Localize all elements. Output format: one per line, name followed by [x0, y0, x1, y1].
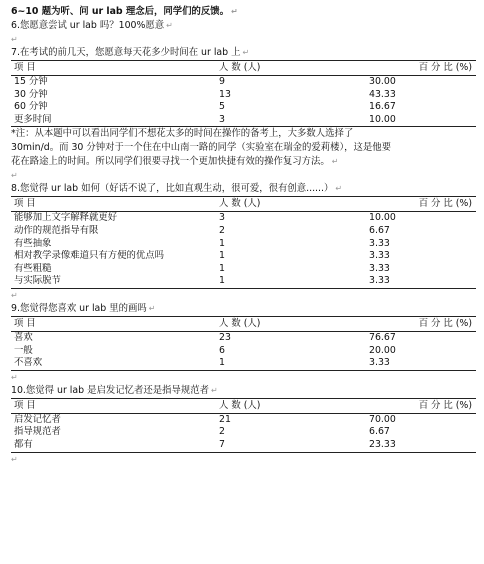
row-item: 更多时间: [14, 113, 52, 125]
table-row: [11, 101, 476, 114]
question-9-table: [11, 316, 476, 371]
row-item: 启发记忆者: [14, 413, 61, 425]
paragraph-mark: ↵: [11, 372, 18, 382]
row-item: 能够加上文字解释就更好: [14, 212, 118, 224]
header-percent: 百 分 比 (%): [418, 62, 472, 73]
table-header-row: [11, 316, 476, 331]
table-row: [11, 345, 476, 358]
row-percent: 3.33: [369, 357, 390, 369]
header-item: 项 目: [14, 62, 36, 73]
question-7-table: [11, 60, 476, 127]
note-line: *注：从本题中可以看出同学们不想花太多的时间在操作的备考上，大多数人选择了: [11, 128, 354, 140]
header-count: 人 数 (人): [219, 317, 261, 329]
section-heading: 6~10 题为听、问 ur lab 理念后，同学们的反馈。 ↵: [11, 6, 238, 17]
row-percent: 3.33: [369, 262, 390, 274]
row-count: 13: [219, 88, 231, 100]
row-count: 7: [219, 438, 225, 450]
row-count: 1: [219, 357, 225, 369]
table-row: [11, 439, 476, 452]
question-8-table: [11, 196, 476, 289]
question-7-title: 7.在考试的前几天，您愿意每天花多少时间在 ur lab 上 ↵: [11, 47, 250, 58]
survey-document: [11, 5, 476, 466]
row-item: 指导规范者: [14, 426, 61, 438]
paragraph-mark: ↵: [11, 290, 18, 300]
paragraph-mark: ↵: [11, 171, 18, 181]
row-item: 与实际脱节: [14, 275, 61, 287]
header-count: 人 数 (人): [219, 198, 261, 210]
row-count: 2: [219, 224, 225, 236]
row-percent: 20.00: [369, 344, 396, 356]
note-line: 花在路途上的时间。所以同学们很要寻找一个更加快捷有效的操作复习方法。 ↵: [11, 156, 339, 168]
table-row: [11, 89, 476, 102]
row-count: 5: [219, 101, 225, 113]
question-10-title: 10.您觉得 ur lab 是启发记忆者还是指导规范者 ↵: [11, 384, 218, 396]
row-percent: 3.33: [369, 275, 390, 287]
row-percent: 6.67: [369, 426, 390, 438]
row-item: 都有: [14, 438, 33, 450]
table-row: [11, 238, 476, 251]
paragraph-mark: ↵: [11, 454, 18, 464]
row-count: 3: [219, 212, 225, 224]
row-item: 30 分钟: [14, 88, 48, 100]
row-count: 1: [219, 250, 225, 262]
row-percent: 10.00: [369, 113, 396, 125]
table-row: [11, 76, 476, 89]
row-percent: 3.33: [369, 250, 390, 262]
row-item: 不喜欢: [14, 357, 43, 369]
row-count: 9: [219, 76, 225, 87]
row-percent: 23.33: [369, 438, 396, 450]
row-count: 21: [219, 413, 231, 425]
table-row: [11, 250, 476, 263]
paragraph-mark: ↵: [11, 35, 18, 44]
row-percent: 76.67: [369, 331, 396, 343]
table-row: [11, 212, 476, 225]
header-item: 项 目: [14, 317, 36, 329]
header-percent: 百 分 比 (%): [418, 198, 472, 210]
row-count: 3: [219, 113, 225, 125]
row-item: 有些粗糙: [14, 262, 52, 274]
row-percent: 43.33: [369, 88, 396, 100]
row-percent: 10.00: [369, 212, 396, 224]
question-6: 6.您愿意尝试 ur lab 吗？100%愿意 ↵: [11, 20, 173, 31]
row-percent: 70.00: [369, 413, 396, 425]
row-count: 1: [219, 262, 225, 274]
row-count: 6: [219, 344, 225, 356]
table-header-row: [11, 197, 476, 212]
row-count: 23: [219, 331, 231, 343]
row-item: 15 分钟: [14, 76, 48, 87]
header-count: 人 数 (人): [219, 62, 261, 73]
table-row: [11, 263, 476, 276]
table-row: [11, 225, 476, 238]
row-count: 2: [219, 426, 225, 438]
header-item: 项 目: [14, 399, 36, 411]
row-item: 有些抽象: [14, 237, 52, 249]
header-percent: 百 分 比 (%): [418, 317, 472, 329]
row-item: 60 分钟: [14, 101, 48, 113]
row-item: 动作的规范指导有限: [14, 224, 99, 236]
table-row: [11, 275, 476, 288]
question-9-title: 9.您觉得您喜欢 ur lab 里的画吗 ↵: [11, 302, 156, 314]
table-header-row: [11, 61, 476, 76]
table-header-row: [11, 398, 476, 413]
row-count: 1: [219, 275, 225, 287]
row-item: 喜欢: [14, 331, 33, 343]
table-row: [11, 114, 476, 127]
header-percent: 百 分 比 (%): [418, 399, 472, 411]
table-row: [11, 413, 476, 426]
row-percent: 16.67: [369, 101, 396, 113]
note-line: 30min/d。而 30 分钟对于一个住在中山南一路的同学（实验室在瑞金的爱莉楼），这是他要: [11, 142, 392, 154]
row-count: 1: [219, 237, 225, 249]
header-count: 人 数 (人): [219, 399, 261, 411]
row-item: 一般: [14, 344, 33, 356]
row-item: 相对教学录像难道只有方便的优点吗: [14, 250, 165, 262]
header-item: 项 目: [14, 198, 36, 210]
question-10-table: [11, 398, 476, 453]
question-8-title: 8.您觉得 ur lab 如何（好话不说了，比如直观生动，很可爱，很有创意......） ↵: [11, 183, 343, 195]
table-row: [11, 426, 476, 439]
question-7-note: [11, 127, 476, 169]
row-percent: 6.67: [369, 224, 390, 236]
table-row: [11, 357, 476, 370]
row-percent: 3.33: [369, 237, 390, 249]
table-row: [11, 331, 476, 344]
row-percent: 30.00: [369, 76, 396, 87]
